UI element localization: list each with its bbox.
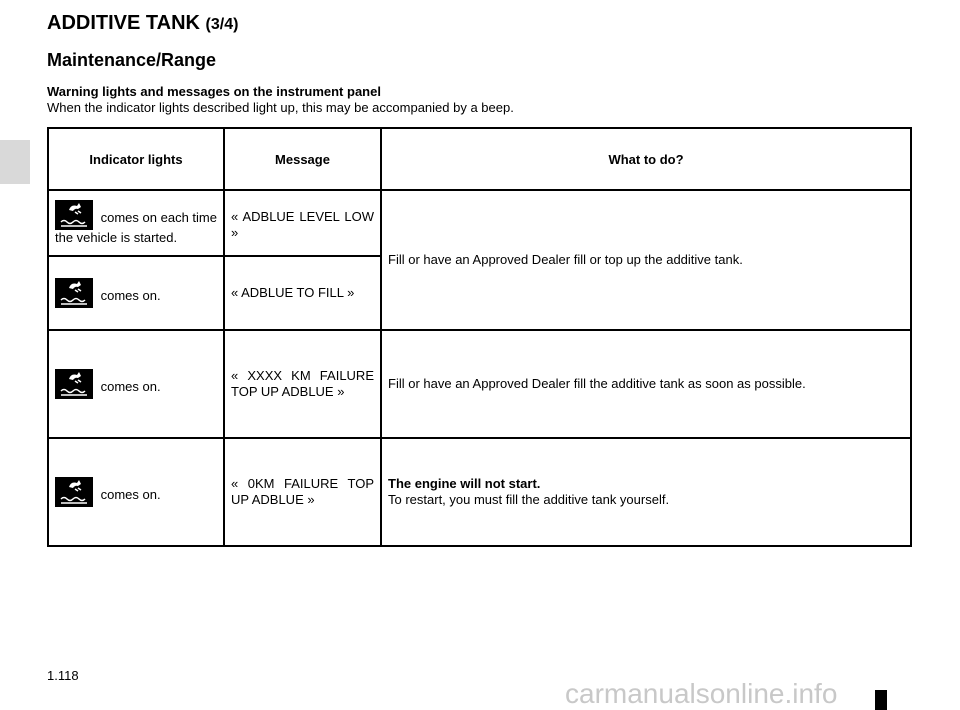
action-cell <box>381 438 911 546</box>
indicator-text: comes on each time the vehicle is started. <box>55 210 217 245</box>
adblue-warning-icon <box>55 369 93 399</box>
action-text: To restart, you must fill the additive tank yourself. <box>388 492 670 507</box>
page-title-part: (3/4) <box>205 16 239 33</box>
indicator-text: comes on. <box>100 288 161 303</box>
chapter-tab <box>0 140 30 184</box>
indicator-cell <box>48 256 224 330</box>
warning-text: When the indicator lights described light up, this may be accompanied by a beep. <box>47 100 514 115</box>
header-message: Message <box>224 128 381 190</box>
indicator-text: comes on. <box>100 487 161 502</box>
action-warning: The engine will not start. <box>388 476 541 491</box>
page-title <box>47 12 238 35</box>
indicator-text: comes on. <box>100 379 161 394</box>
action-cell: Fill or have an Approved Dealer fill or top up the additive tank. <box>381 190 911 330</box>
message-cell: « 0KM FAILURE TOP UP ADBLUE » <box>224 438 381 546</box>
table-row <box>48 330 911 438</box>
adblue-warning-icon <box>55 477 93 507</box>
table-row <box>48 190 911 256</box>
message-cell: « XXXX KM FAILURE TOP UP ADBLUE » <box>224 330 381 438</box>
header-what-to-do: What to do? <box>381 128 911 190</box>
message-cell: « ADBLUE TO FILL » <box>224 256 381 330</box>
adblue-warning-icon <box>55 200 93 230</box>
section-subtitle: Maintenance/Range <box>47 50 217 70</box>
table-header-row <box>48 128 911 190</box>
indicator-cell <box>48 330 224 438</box>
page-number: 1.118 <box>47 668 79 683</box>
indicator-cell <box>48 438 224 546</box>
page-title-text: ADDITIVE TANK <box>47 12 200 34</box>
corner-mark <box>875 690 887 710</box>
warning-heading: Warning lights and messages on the instrument panel <box>47 84 381 99</box>
indicator-cell <box>48 190 224 256</box>
header-indicator-lights: Indicator lights <box>48 128 224 190</box>
message-cell: « ADBLUE LEVEL LOW » <box>224 190 381 256</box>
table-row <box>48 438 911 546</box>
action-cell: Fill or have an Approved Dealer fill the additive tank as soon as possible. <box>381 330 911 438</box>
warning-lights-table <box>47 127 912 547</box>
adblue-warning-icon <box>55 278 93 308</box>
watermark: carmanualsonline.info <box>565 678 838 709</box>
